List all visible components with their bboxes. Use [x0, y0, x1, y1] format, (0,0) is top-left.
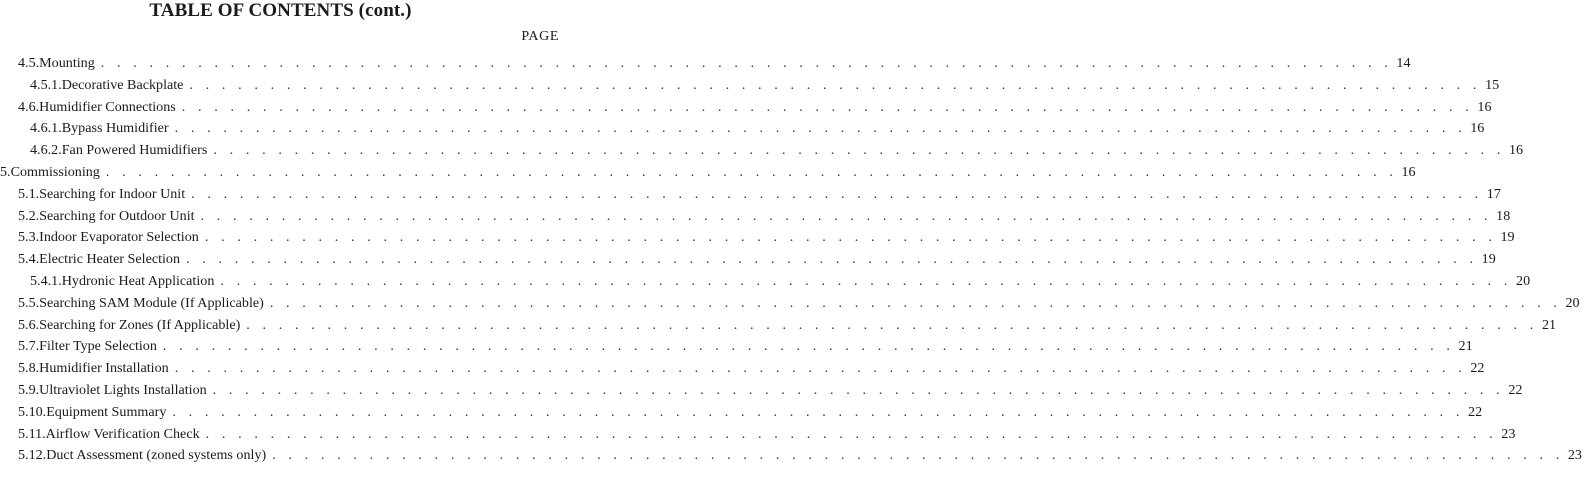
toc-entry — [0, 185, 1501, 207]
dot-leader: . . . . . . . . . . . . . . . . . . . . . . . . . . . . . . . . . . . . . . . . . . . . . . . . . . . . . . . . . . . . . . . . . . . . . . . . . . . . . . . . — [186, 251, 1478, 268]
toc-entry-label: Searching SAM Module (If Applicable) — [39, 294, 264, 311]
toc-entry — [0, 425, 1516, 447]
dot-leader: . . . . . . . . . . . . . . . . . . . . . . . . . . . . . . . . . . . . . . . . . . . . . . . . . . . . . . . . . . . . . . . . . . . . . . . . . . . . . . . . — [205, 425, 1498, 442]
toc-entry — [0, 98, 1492, 120]
document-title: TABLE OF CONTENTS (cont.) — [149, 0, 412, 21]
toc-entry-label: Decorative Backplate — [61, 76, 184, 93]
dot-leader: . . . . . . . . . . . . . . . . . . . . . . . . . . . . . . . . . . . . . . . . . . . . . . . . . . . . . . . . . . . . . . . . . . . . . . . . . . . . . . . . — [204, 229, 1497, 246]
toc-entry-label: Ultraviolet Lights Installation — [39, 381, 207, 398]
toc-entry-page: 19 — [1481, 251, 1496, 268]
toc-entry-number: 5.11. — [18, 425, 46, 442]
toc-entry — [0, 250, 1496, 272]
toc-entry-page: 16 — [1508, 142, 1524, 159]
toc-entry-page: 23 — [1501, 425, 1516, 442]
toc-entry — [0, 381, 1523, 403]
dot-leader: . . . . . . . . . . . . . . . . . . . . . . . . . . . . . . . . . . . . . . . . . . . . . . . . . . . . . . . . . . . . . . . . . . . . . . . . . . . . . . . . — [174, 120, 1467, 137]
toc-entry-label: Equipment Summary — [46, 403, 167, 420]
toc-entry-number: 4.6.2. — [30, 142, 62, 159]
toc-entry-label: Humidifier Connections — [39, 98, 176, 115]
toc-entry-number: 4.6.1. — [30, 120, 62, 137]
toc-entry-page: 21 — [1541, 316, 1557, 333]
toc-entry-page: 20 — [1516, 272, 1531, 289]
page-column-label: PAGE — [521, 29, 559, 44]
toc-entry-number: 5. — [0, 163, 11, 180]
toc-entry-label: Filter Type Selection — [39, 338, 157, 355]
toc-entry-number: 5.7. — [18, 338, 40, 355]
dot-leader: . . . . . . . . . . . . . . . . . . . . . . . . . . . . . . . . . . . . . . . . . . . . . . . . . . . . . . . . . . . . . . . . . . . . . . . . . . . . . . . . — [269, 294, 1562, 311]
toc-entry-number: 5.2. — [18, 207, 40, 224]
toc-entry-label: Searching for Outdoor Unit — [39, 207, 195, 224]
toc-entry-page: 22 — [1508, 381, 1523, 398]
toc-entry-number: 4.6. — [18, 98, 40, 115]
toc-entry-label: Electric Heater Selection — [39, 251, 181, 268]
toc-entry-page: 20 — [1565, 294, 1580, 311]
dot-leader: . . . . . . . . . . . . . . . . . . . . . . . . . . . . . . . . . . . . . . . . . . . . . . . . . . . . . . . . . . . . . . . . . . . . . . . . . . . . . . . . — [189, 76, 1482, 93]
dot-leader: . . . . . . . . . . . . . . . . . . . . . . . . . . . . . . . . . . . . . . . . . . . . . . . . . . . . . . . . . . . . . . . . . . . . . . . . . . . . . . . . — [191, 185, 1483, 202]
toc-entry-page: 16 — [1401, 163, 1416, 180]
toc-entry-page: 23 — [1567, 447, 1582, 464]
dot-leader: . . . . . . . . . . . . . . . . . . . . . . . . . . . . . . . . . . . . . . . . . . . . . . . . . . . . . . . . . . . . . . . . . . . . . . . . . . . . . . . . — [212, 381, 1505, 398]
toc-entry-page: 14 — [1396, 55, 1411, 71]
toc-entry — [0, 163, 1416, 185]
toc-entry — [0, 316, 1557, 338]
dot-leader: . . . . . . . . . . . . . . . . . . . . . . . . . . . . . . . . . . . . . . . . . . . . . . . . . . . . . . . . . . . . . . . . . . . . . . . . . . . . . . . . — [213, 142, 1505, 159]
toc-entry — [0, 228, 1515, 250]
toc-entry-label: Airflow Verification Check — [45, 425, 200, 442]
toc-entry-page: 18 — [1496, 207, 1511, 224]
dot-leader: . . . . . . . . . . . . . . . . . . . . . . . . . . . . . . . . . . . . . . . . . . . . . . . . . . . . . . . . . . . . . . . . . . . . . . . . . . . . . . . . — [174, 360, 1467, 377]
toc-entry-label: Indoor Evaporator Selection — [39, 229, 199, 246]
dot-leader: . . . . . . . . . . . . . . . . . . . . . . . . . . . . . . . . . . . . . . . . . . . . . . . . . . . . . . . . . . . . . . . . . . . . . . . . . . . . . . . . — [172, 403, 1465, 420]
toc-entry-number: 5.3. — [18, 229, 40, 246]
toc-entry-number: 5.1. — [18, 185, 40, 202]
toc-entry — [0, 359, 1485, 381]
toc-entry-label: Commissioning — [10, 163, 100, 180]
toc-entry-label: Duct Assessment (zoned systems only) — [46, 447, 267, 464]
toc-entry-page: 21 — [1458, 338, 1473, 355]
dot-leader: . . . . . . . . . . . . . . . . . . . . . . . . . . . . . . . . . . . . . . . . . . . . . . . . . . . . . . . . . . . . . . . . . . . . . . . . . . . . . . . . — [272, 447, 1564, 464]
toc-entry-page: 15 — [1485, 76, 1500, 93]
dot-leader: . . . . . . . . . . . . . . . . . . . . . . . . . . . . . . . . . . . . . . . . . . . . . . . . . . . . . . . . . . . . . . . . . . . . . . . . . . . . . . . . — [200, 207, 1493, 224]
toc-entry-label: Humidifier Installation — [39, 360, 169, 377]
toc-entry — [0, 337, 1473, 359]
toc-entry-number: 5.6. — [18, 316, 40, 333]
toc-entry — [0, 54, 1411, 76]
toc-entry-number: 4.5. — [18, 55, 40, 71]
toc-entry — [0, 272, 1531, 294]
toc-entry — [0, 446, 1582, 468]
toc-entry-label: Searching for Zones (If Applicable) — [39, 316, 241, 333]
toc-entry-label: Mounting — [39, 55, 95, 71]
toc-entry-page: 16 — [1470, 120, 1485, 137]
dot-leader: . . . . . . . . . . . . . . . . . . . . . . . . . . . . . . . . . . . . . . . . . . . . . . . . . . . . . . . . . . . . . . . . . . . . . . . . . . . . . . . . — [181, 98, 1474, 115]
toc-entry — [0, 403, 1483, 425]
toc-entry-page: 19 — [1500, 229, 1515, 246]
toc-entry-label: Bypass Humidifier — [61, 120, 169, 137]
toc-entry-number: 5.4. — [18, 251, 40, 268]
toc-list — [0, 54, 1582, 468]
toc-entry-label: Fan Powered Humidifiers — [61, 142, 208, 159]
toc-entry-number: 5.8. — [18, 360, 40, 377]
toc-entry — [0, 141, 1524, 163]
toc-entry-page: 17 — [1486, 185, 1501, 202]
toc-entry — [0, 119, 1485, 141]
toc-entry-number: 5.5. — [18, 294, 40, 311]
toc-entry — [0, 76, 1500, 98]
dot-leader: . . . . . . . . . . . . . . . . . . . . . . . . . . . . . . . . . . . . . . . . . . . . . . . . . . . . . . . . . . . . . . . . . . . . . . . . . . . . . . . . — [220, 272, 1513, 289]
toc-entry — [0, 207, 1511, 229]
toc-entry-number: 5.4.1. — [30, 272, 62, 289]
toc-entry-number: 5.9. — [18, 381, 40, 398]
toc-entry — [0, 294, 1580, 316]
dot-leader: . . . . . . . . . . . . . . . . . . . . . . . . . . . . . . . . . . . . . . . . . . . . . . . . . . . . . . . . . . . . . . . . . . . . . . . . . . . . . . . . — [162, 338, 1455, 355]
toc-entry-number: 4.5.1. — [30, 76, 62, 93]
toc-entry-number: 5.10. — [18, 403, 47, 420]
toc-entry-number: 5.12. — [18, 447, 47, 464]
toc-entry-label: Hydronic Heat Application — [61, 272, 215, 289]
toc-entry-page: 22 — [1468, 403, 1483, 420]
toc-entry-page: 22 — [1470, 360, 1485, 377]
dot-leader: . . . . . . . . . . . . . . . . . . . . . . . . . . . . . . . . . . . . . . . . . . . . . . . . . . . . . . . . . . . . . . . . . . . . . . . . . . . . . . . . — [105, 163, 1398, 180]
toc-entry-label: Searching for Indoor Unit — [39, 185, 186, 202]
dot-leader: . . . . . . . . . . . . . . . . . . . . . . . . . . . . . . . . . . . . . . . . . . . . . . . . . . . . . . . . . . . . . . . . . . . . . . . . . . . . . . . . — [246, 316, 1538, 333]
dot-leader: . . . . . . . . . . . . . . . . . . . . . . . . . . . . . . . . . . . . . . . . . . . . . . . . . . . . . . . . . . . . . . . . . . . . . . . . . . . . . . . . — [100, 55, 1393, 71]
toc-entry-page: 16 — [1477, 98, 1492, 115]
